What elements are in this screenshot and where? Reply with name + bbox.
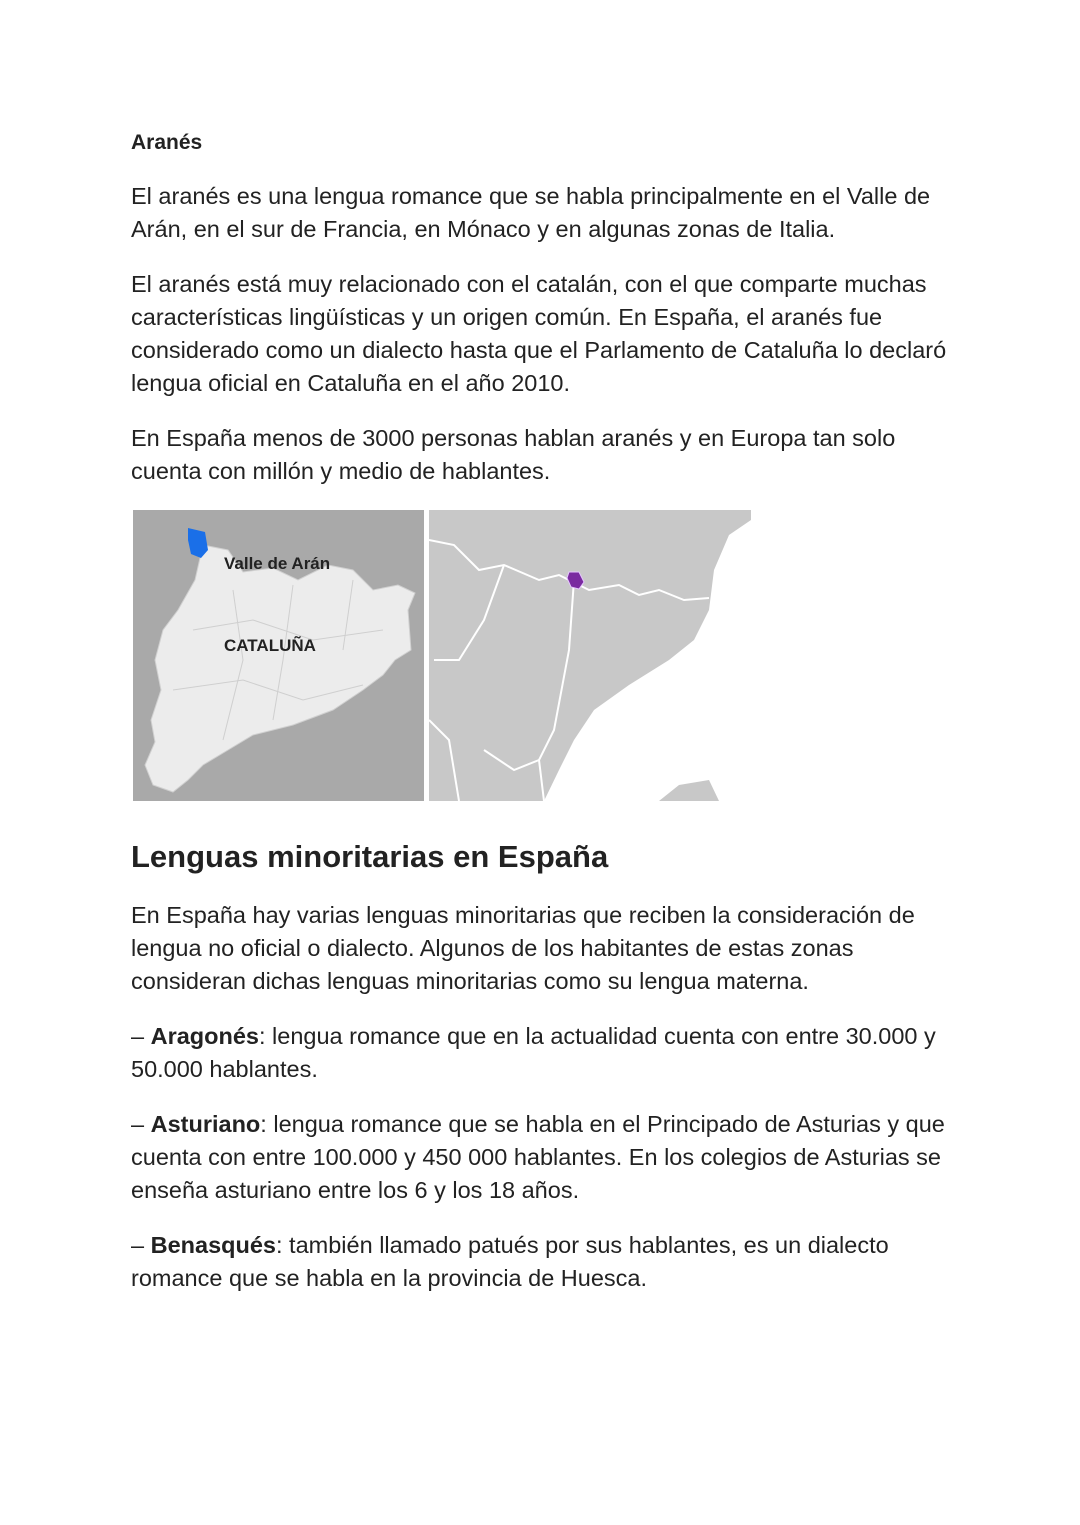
- map-label-valle-de-aran: Valle de Arán: [224, 554, 331, 573]
- map-label-cataluna: CATALUÑA: [224, 636, 316, 655]
- term: Asturiano: [150, 1111, 261, 1137]
- section-heading-lenguas-minoritarias: Lenguas minoritarias en España: [131, 839, 609, 874]
- definition: : también llamado patués por sus hablantes, es un dialecto romance que se habla en la provincia de Huesca.: [131, 1232, 889, 1291]
- paragraph: En España hay varias lenguas minoritarias que reciben la consideración de lengua no oficial o dialecto. Algunos de los habitantes de estas zonas consideran dichas lenguas minoritarias como su lengua materna.: [131, 902, 915, 994]
- paragraph: El aranés es una lengua romance que se habla principalmente en el Valle de Arán, en el sur de Francia, en Mónaco y en algunas zonas de Italia.: [131, 183, 931, 242]
- definition: : lengua romance que se habla en el Principado de Asturias y que cuenta con entre 100.000 y 450 000 hablantes. En los colegios de Asturias se enseña asturiano entre los 6 y los 18 años.: [131, 1111, 945, 1203]
- list-item-asturiano: [131, 1108, 961, 1207]
- section-heading-aranes: Aranés: [131, 131, 203, 154]
- dash: –: [131, 1111, 151, 1137]
- list-item-aragones: [131, 1020, 961, 1086]
- spain-france-map: [429, 510, 751, 801]
- map-images: [133, 510, 961, 801]
- term: Benasqués: [150, 1232, 276, 1258]
- catalonia-map: [133, 510, 424, 801]
- definition: : lengua romance que en la actualidad cuenta con entre 30.000 y 50.000 hablantes.: [131, 1023, 936, 1082]
- dash: –: [131, 1232, 151, 1258]
- list-item-benasques: [131, 1229, 961, 1295]
- paragraph: El aranés está muy relacionado con el catalán, con el que comparte muchas características lingüísticas y un origen común. En España, el aranés fue considerado como un dialecto hasta que el Parlamento de Cataluña lo declaró lengua oficial en Cataluña en el año 2010.: [131, 271, 947, 396]
- dash: –: [131, 1023, 151, 1049]
- paragraph: En España menos de 3000 personas hablan aranés y en Europa tan solo cuenta con millón y medio de hablantes.: [131, 425, 896, 484]
- term: Aragonés: [150, 1023, 259, 1049]
- document-page: [131, 128, 961, 1317]
